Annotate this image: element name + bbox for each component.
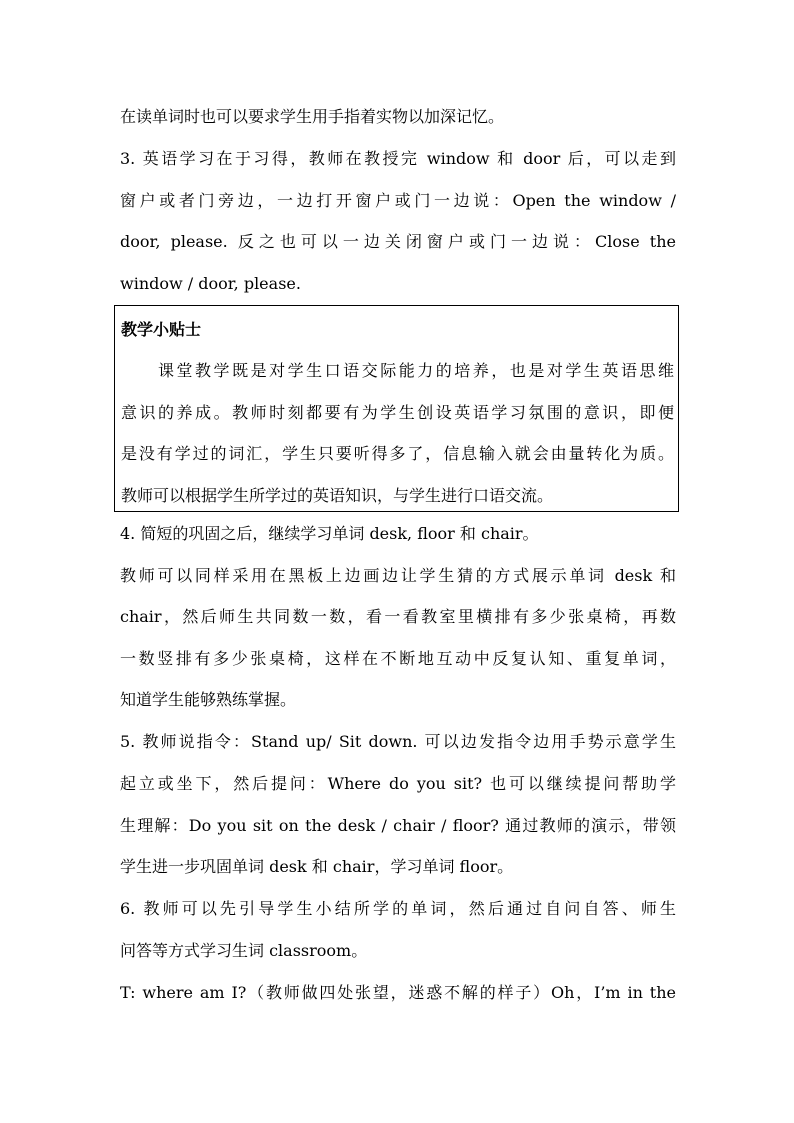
item-5-line: 5. 教师说指令：Stand up/ Sit down. 可以边发指令边用手势示意学生	[120, 732, 676, 751]
item-4-line: chair，然后师生共同数一数，看一看教室里横排有多少张桌椅，再数	[120, 607, 676, 626]
item-3-line: 3. 英语学习在于习得，教师在教授完 window 和 door 后，可以走到	[120, 149, 676, 168]
item-4-line: 一数竖排有多少张桌椅，这样在不断地互动中反复认知、重复单词，	[120, 649, 676, 668]
item-3-line: window / door, please.	[120, 274, 301, 293]
paragraph-line: 在读单词时也可以要求学生用手指着实物以加深记忆。	[120, 107, 505, 126]
tip-line: 意识的养成。教师时刻都要有为学生创设英语学习氛围的意识，即便	[121, 403, 674, 422]
item-4-line: 教师可以同样采用在黑板上边画边让学生猜的方式展示单词 desk 和	[120, 566, 676, 585]
tip-line: 课堂教学既是对学生口语交际能力的培养，也是对学生英语思维	[158, 361, 674, 380]
item-6-line: 6. 教师可以先引导学生小结所学的单词，然后通过自问自答、师生	[120, 899, 676, 918]
item-6-line: 问答等方式学习生词 classroom。	[120, 941, 368, 960]
item-3-line: door, please. 反之也可以一边关闭窗户或门一边说：Close the	[120, 232, 676, 251]
item-5-line: 生理解：Do you sit on the desk / chair / floor? 通过教师的演示，带领	[120, 816, 676, 835]
item-4-line: 知道学生能够熟练掌握。	[120, 690, 297, 709]
item-5-line: 学生进一步巩固单词 desk 和 chair，学习单词 floor。	[120, 857, 514, 876]
item-3-line: 窗户或者门旁边，一边打开窗户或门一边说：Open the window /	[120, 191, 676, 210]
tip-line: 教师可以根据学生所学过的英语知识，与学生进行口语交流。	[121, 486, 554, 505]
dialogue-line: T: where am I?（教师做四处张望，迷惑不解的样子）Oh，I’m in the	[120, 983, 676, 1002]
teaching-tips-box	[114, 305, 679, 512]
tip-line: 是没有学过的词汇，学生只要听得多了，信息输入就会由量转化为质。	[121, 444, 674, 463]
tip-title: 教学小贴士	[121, 320, 202, 339]
item-4-line: 4. 简短的巩固之后，继续学习单词 desk, floor 和 chair。	[120, 524, 539, 543]
item-5-line: 起立或坐下，然后提问：Where do you sit? 也可以继续提问帮助学	[120, 774, 676, 793]
